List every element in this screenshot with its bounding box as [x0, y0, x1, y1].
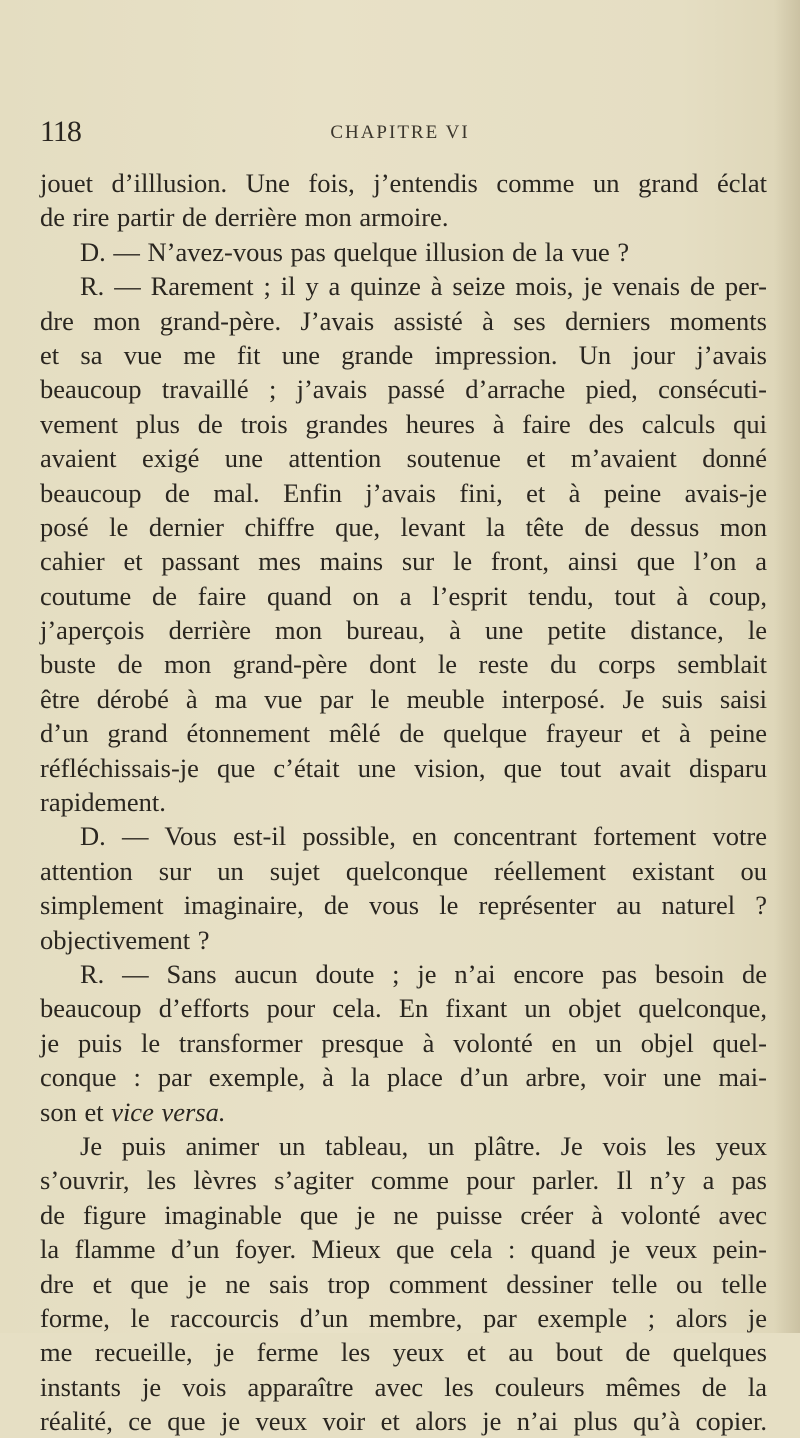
text-line: Je puis animer un tableau, un plâtre. Je vois les yeux — [80, 1130, 767, 1161]
text-line: cahier et passant mes mains sur le front, ainsi que l’on a — [40, 546, 767, 577]
text-line: être dérobé à ma vue par le meuble interposé. Je suis saisi — [40, 683, 767, 714]
text-line: attention sur un sujet quelconque réellement existant ou — [40, 855, 767, 886]
text-line: dre et que je ne sais trop comment dessiner telle ou telle — [40, 1268, 767, 1299]
text-line: me recueille, je ferme les yeux et au bout de quelques — [40, 1337, 767, 1368]
running-head: CHAPITRE VI — [330, 122, 470, 143]
text-line: instants je vois apparaître avec les couleurs mêmes de la — [40, 1371, 767, 1402]
text-line: dre mon grand-père. J’avais assisté à ses derniers moments — [40, 305, 767, 336]
text-line: vement plus de trois grandes heures à faire des calculs qui — [40, 408, 767, 439]
text-line-head: son et — [40, 1096, 112, 1127]
page-edge-shadow — [774, 0, 800, 1333]
text-line: beaucoup travaillé ; j’avais passé d’arrache pied, consécuti- — [40, 374, 767, 405]
text-line: beaucoup de mal. Enfin j’avais fini, et à peine avais-je — [40, 477, 767, 508]
text-line: R. — Rarement ; il y a quinze à seize mois, je venais de per- — [80, 271, 767, 302]
text-line: jouet d’illlusion. Une fois, j’entendis comme un grand éclat — [40, 168, 767, 198]
text-line: rapidement. — [40, 787, 166, 818]
page-number: 118 — [40, 115, 81, 148]
text-line: forme, le raccourcis d’un membre, par exemple ; alors je — [40, 1302, 767, 1333]
text-line: de figure imaginable que je ne puisse créer à volonté avec — [40, 1199, 767, 1230]
text-line: R. — Sans aucun doute ; je n’ai encore pas besoin de — [80, 958, 767, 989]
text-line: j’aperçois derrière mon bureau, à une petite distance, le — [40, 615, 767, 646]
text-line — [40, 1095, 767, 1129]
text-line: D. — N’avez-vous pas quelque illusion de la vue ? — [80, 236, 630, 267]
text-line: réfléchissais-je que c’était une vision, que tout avait disparu — [40, 752, 767, 783]
body-text — [40, 166, 767, 1438]
text-line: je puis le transformer presque à volonté en un objel quel- — [40, 1027, 767, 1058]
text-line-italic: vice versa. — [111, 1096, 226, 1127]
text-line: conque : par exemple, à la place d’un arbre, voir une mai- — [40, 1062, 767, 1093]
text-line: la flamme d’un foyer. Mieux que cela : quand je veux pein- — [40, 1234, 767, 1265]
text-line: et sa vue me fit une grande impression. Un jour j’avais — [40, 339, 767, 370]
text-line: D. — Vous est-il possible, en concentrant fortement votre — [80, 821, 767, 852]
text-line: de rire partir de derrière mon armoire. — [40, 202, 449, 233]
text-line: d’un grand étonnement mêlé de quelque frayeur et à peine — [40, 718, 767, 749]
text-line: posé le dernier chiffre que, levant la tête de dessus mon — [40, 511, 767, 542]
text-line: avaient exigé une attention soutenue et m’avaient donné — [40, 443, 767, 474]
text-line: buste de mon grand-père dont le reste du corps semblait — [40, 649, 767, 680]
text-line: s’ouvrir, les lèvres s’agiter comme pour parler. Il n’y a pas — [40, 1165, 767, 1196]
text-line: objectivement ? — [40, 924, 210, 955]
text-line: réalité, ce que je veux voir et alors je n’ai plus qu’à copier. — [40, 1406, 767, 1437]
text-line: simplement imaginaire, de vous le représenter au naturel ? — [40, 890, 767, 921]
text-line: beaucoup d’efforts pour cela. En fixant un objet quelconque, — [40, 993, 767, 1024]
text-line: coutume de faire quand on a l’esprit tendu, tout à coup, — [40, 580, 767, 611]
